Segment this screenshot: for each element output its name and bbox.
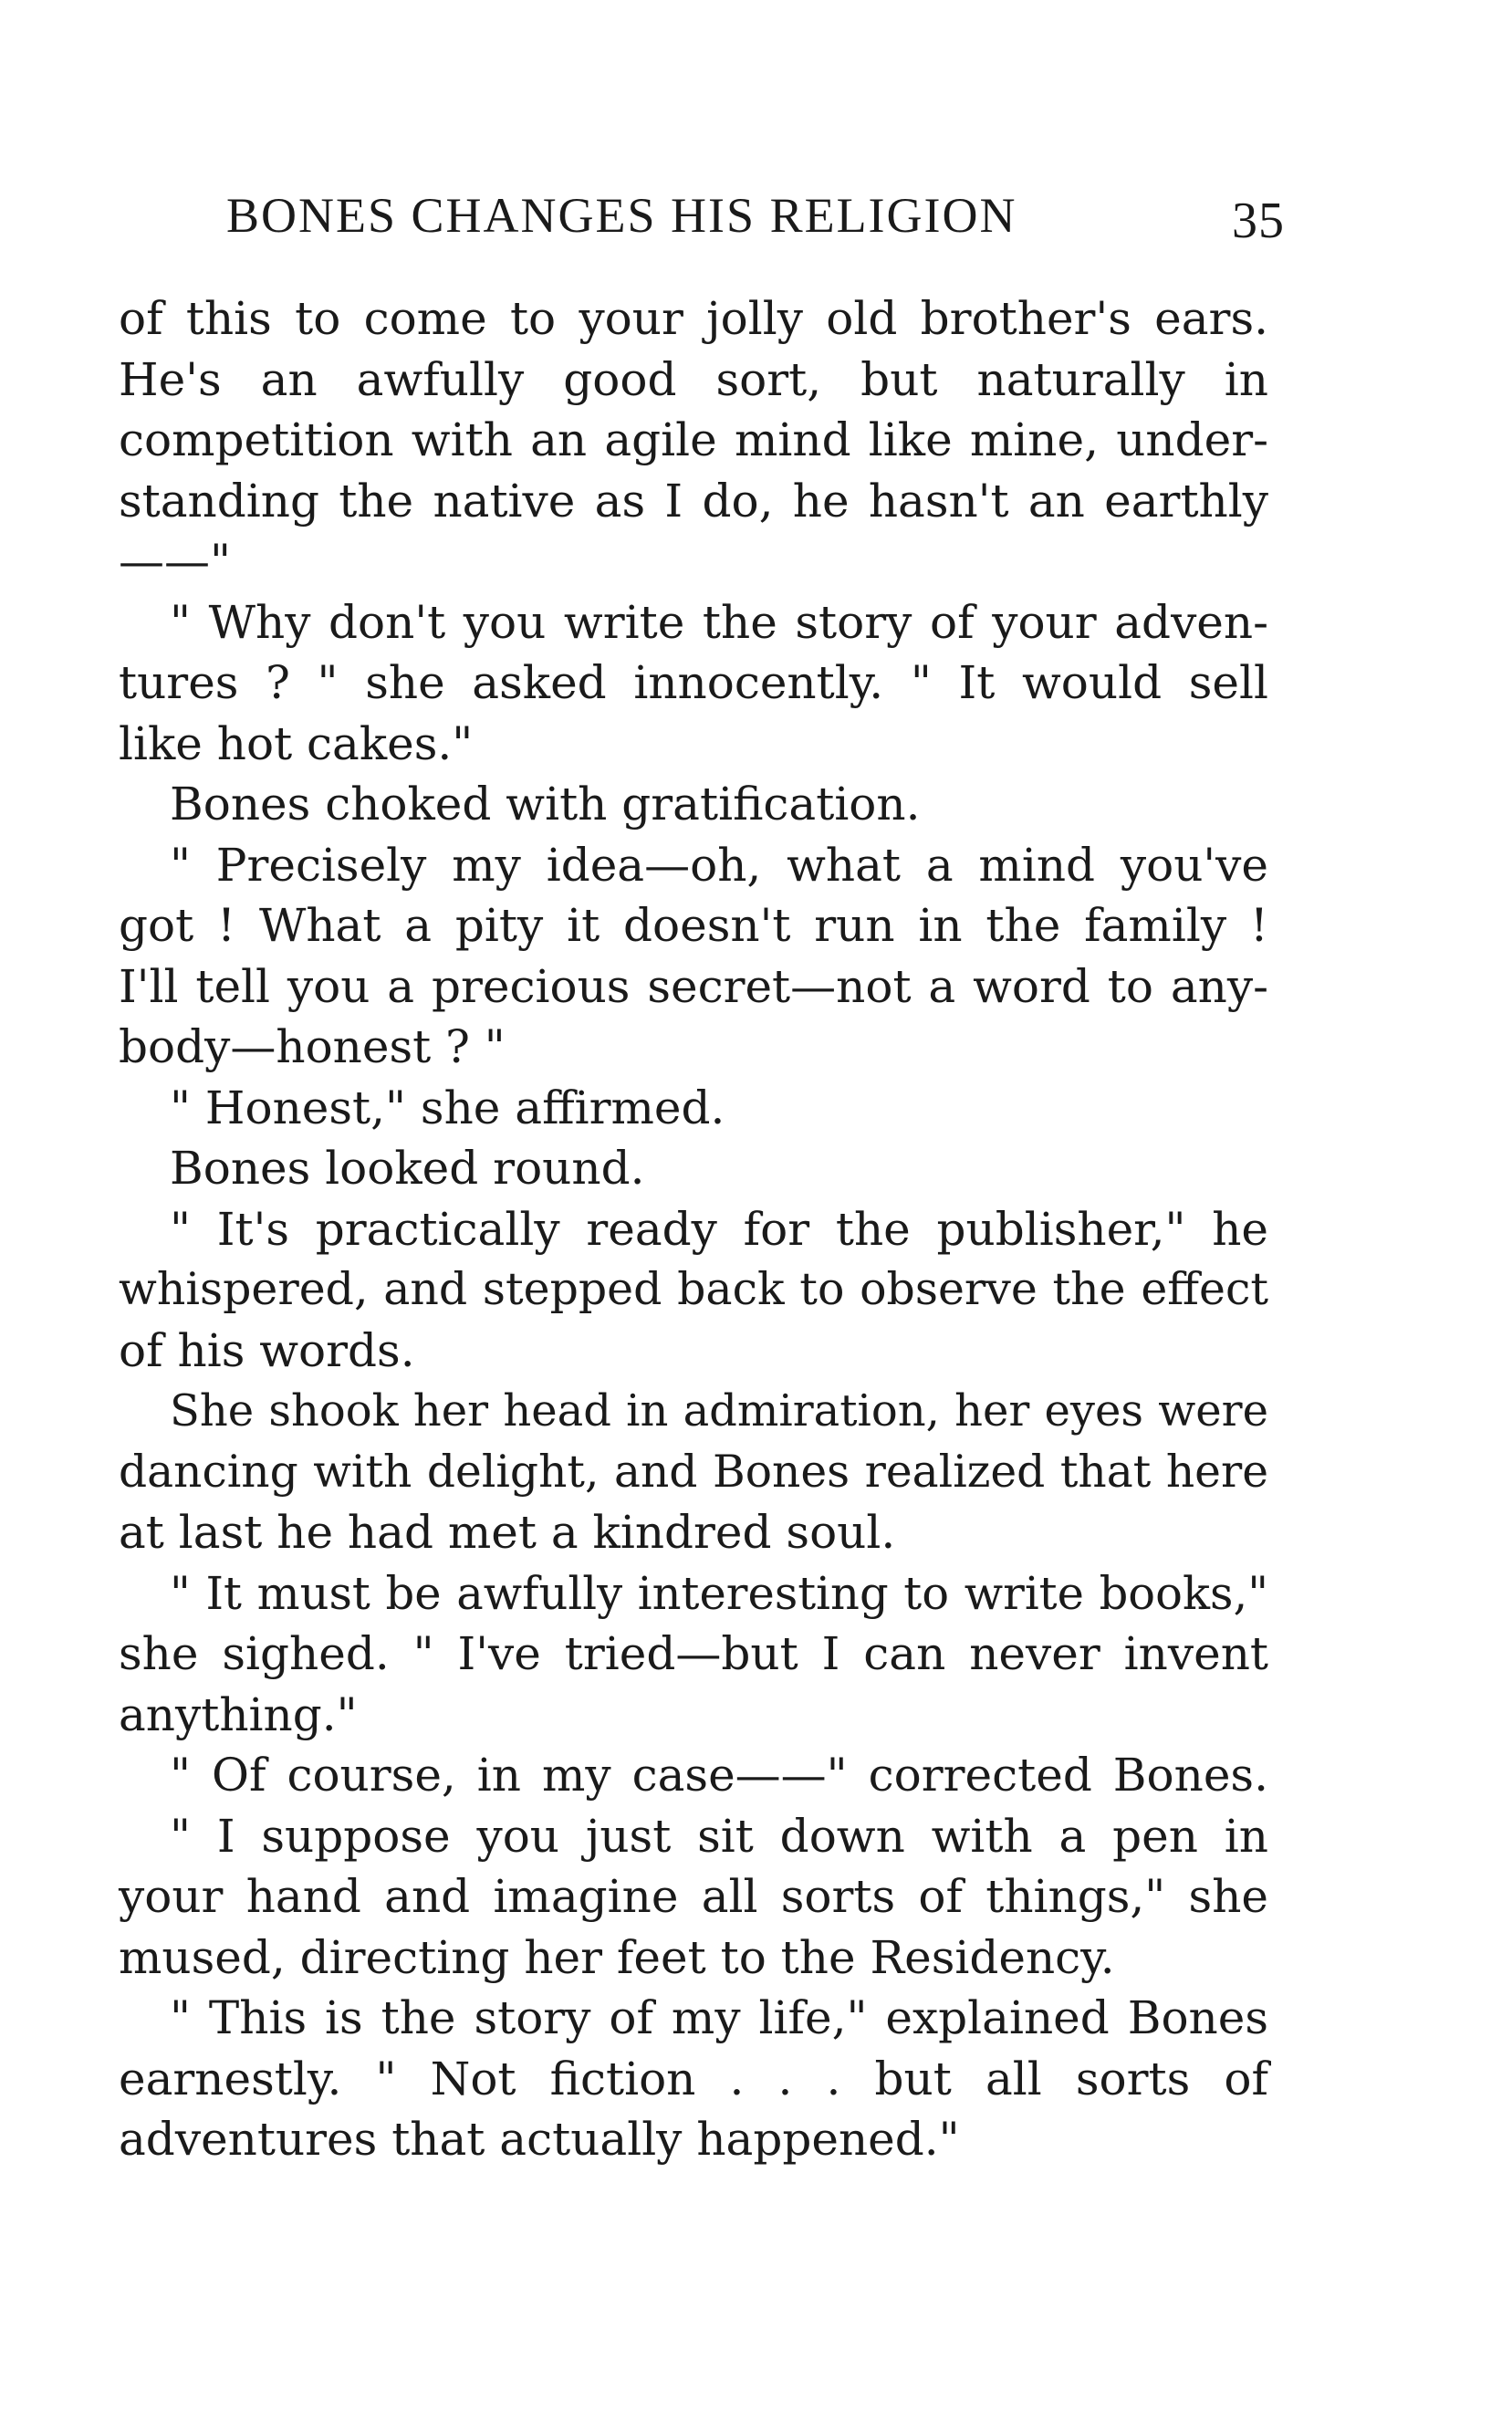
text-line: Bones choked with gratification. <box>170 778 921 830</box>
body-text <box>119 288 1268 2170</box>
text-line: competition with an agile mind like mine, under- <box>119 413 1268 466</box>
text-line: ——" <box>119 535 231 588</box>
text-line: He's an awfully good sort, but naturally in <box>119 352 1268 406</box>
text-line: got ! What a pity it doesn't run in the family ! <box>119 899 1268 952</box>
text-line: like hot cakes." <box>119 716 474 770</box>
text-line: anything." <box>119 1687 358 1741</box>
text-line: Bones looked round. <box>170 1142 645 1195</box>
text-line: " It must be awfully interesting to write books," <box>170 1566 1268 1620</box>
text-line: whispered, and stepped back to observe the effect <box>119 1263 1268 1315</box>
text-line: " This is the story of my life," explained Bones <box>170 1991 1268 2044</box>
text-line: at last he had met a kindred soul. <box>119 1506 896 1559</box>
text-line: your hand and imagine all sorts of things," she <box>119 1870 1268 1923</box>
text-line: tures ? " she asked innocently. " It would sell <box>119 656 1268 709</box>
text-line: " I suppose you just sit down with a pen in <box>170 1809 1268 1863</box>
text-line: " Precisely my idea—oh, what a mind you've <box>170 838 1268 892</box>
text-line: " Honest," she affirmed. <box>170 1081 725 1134</box>
running-title: BONES CHANGES HIS RELIGION <box>226 188 1017 243</box>
text-line: of his words. <box>119 1323 415 1377</box>
text-line: mused, directing her feet to the Residency. <box>119 1930 1115 1984</box>
running-head <box>226 179 1285 252</box>
text-line: standing the native as I do, he hasn't an earthly <box>119 474 1268 528</box>
text-line: " Of course, in my case——" corrected Bones. <box>170 1749 1268 1802</box>
text-line: adventures that actually happened." <box>119 2113 960 2166</box>
text-line: body—honest ? " <box>119 1020 506 1073</box>
page-number: 35 <box>1232 193 1285 249</box>
text-line: " Why don't you write the story of your adven- <box>170 595 1268 649</box>
text-line: dancing with delight, and Bones realized that here <box>119 1446 1268 1498</box>
text-line: she sighed. " I've tried—but I can never invent <box>119 1627 1268 1680</box>
text-line: She shook her head in admiration, her eyes were <box>170 1385 1268 1436</box>
text-line: earnestly. " Not fiction . . . but all sorts of <box>119 2052 1268 2105</box>
text-line: I'll tell you a precious secret—not a word to any- <box>119 959 1268 1013</box>
text-line: of this to come to your jolly old brother's ears. <box>119 292 1268 345</box>
text-line: " It's practically ready for the publisher," he <box>170 1202 1268 1256</box>
